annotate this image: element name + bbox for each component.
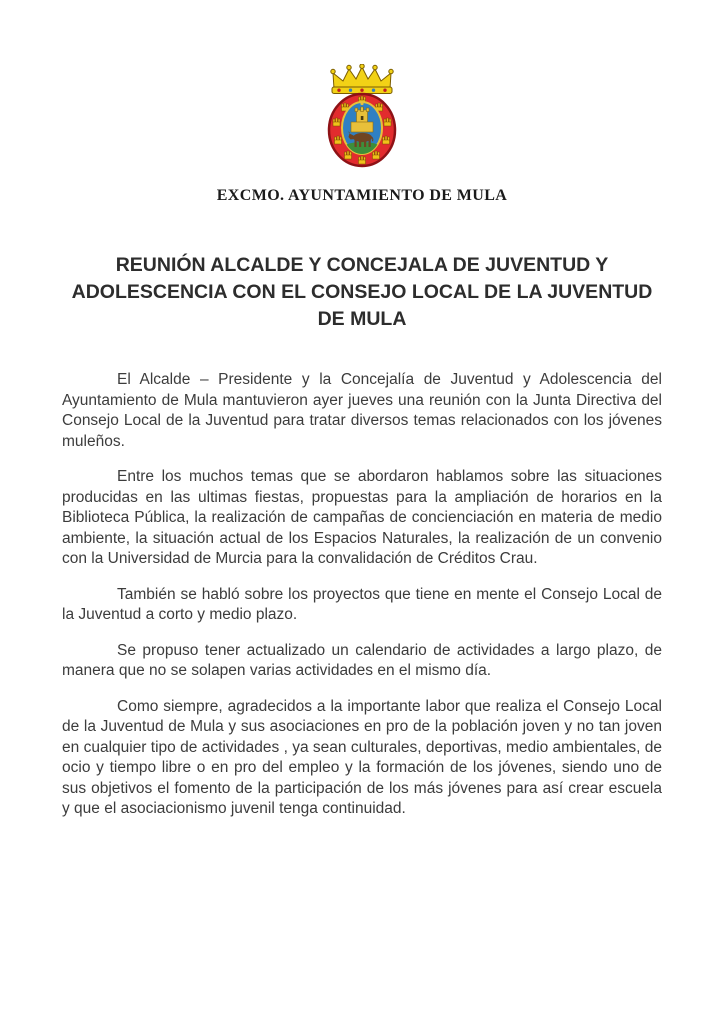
mula-coat-of-arms-icon [322,64,402,168]
paragraph: Se propuso tener actualizado un calendario de actividades a largo plazo, de manera que no se solapen varias actividades en el mismo día. [62,641,662,679]
paragraph: Como siempre, agradecidos a la importante labor que realiza el Consejo Local de la Juventud de Mula y sus asociaciones en pro de la población joven y no tan joven en cualquier tipo de actividades , ya sean culturales, deportivas, medio ambientales, de ocio y tiempo libre o en pro del empleo y la formación de los jóvenes, siendo uno de sus objetivos el fomento de la participación de los más jóvenes para así crear escuela y que el asociacionismo juvenil tenga continuidad. [62,697,662,817]
crest-container [0,0,724,173]
document-body [62,370,662,820]
org-name: EXCMO. AYUNTAMIENTO DE MULA [216,187,508,204]
tower-finial [360,102,363,105]
tower-window [361,116,364,120]
paragraph: El Alcalde – Presidente y la Concejalía de Juventud y Adolescencia del Ayuntamiento de Mula mantuvieron ayer jueves una reunión con la Junta Directiva del Consejo Local de la Juventud para tratar diversos temas relacionados con los jóvenes muleños. [62,371,662,450]
paragraph: Entre los muchos temas que se abordaron hablamos sobre las situaciones producidas en las ultimas fiestas, propuestas para la ampliación de horarios en la Biblioteca Pública, la realización de campañas de concienciación en materia de medio ambiente, la situación actual de los Espacios Naturales, la realización de un convenio con la Universidad de Murcia para la convalidación de Créditos Crau. [62,468,662,567]
paragraph: También se habló sobre los proyectos que tiene en mente el Consejo Local de la Juventud a corto y medio plazo. [62,585,662,623]
page-title: REUNIÓN ALCALDE Y CONCEJALA DE JUVENTUD Y ADOLESCENCIA CON EL CONSEJO LOCAL DE LA JUVENTUD DE MULA [71,254,653,330]
